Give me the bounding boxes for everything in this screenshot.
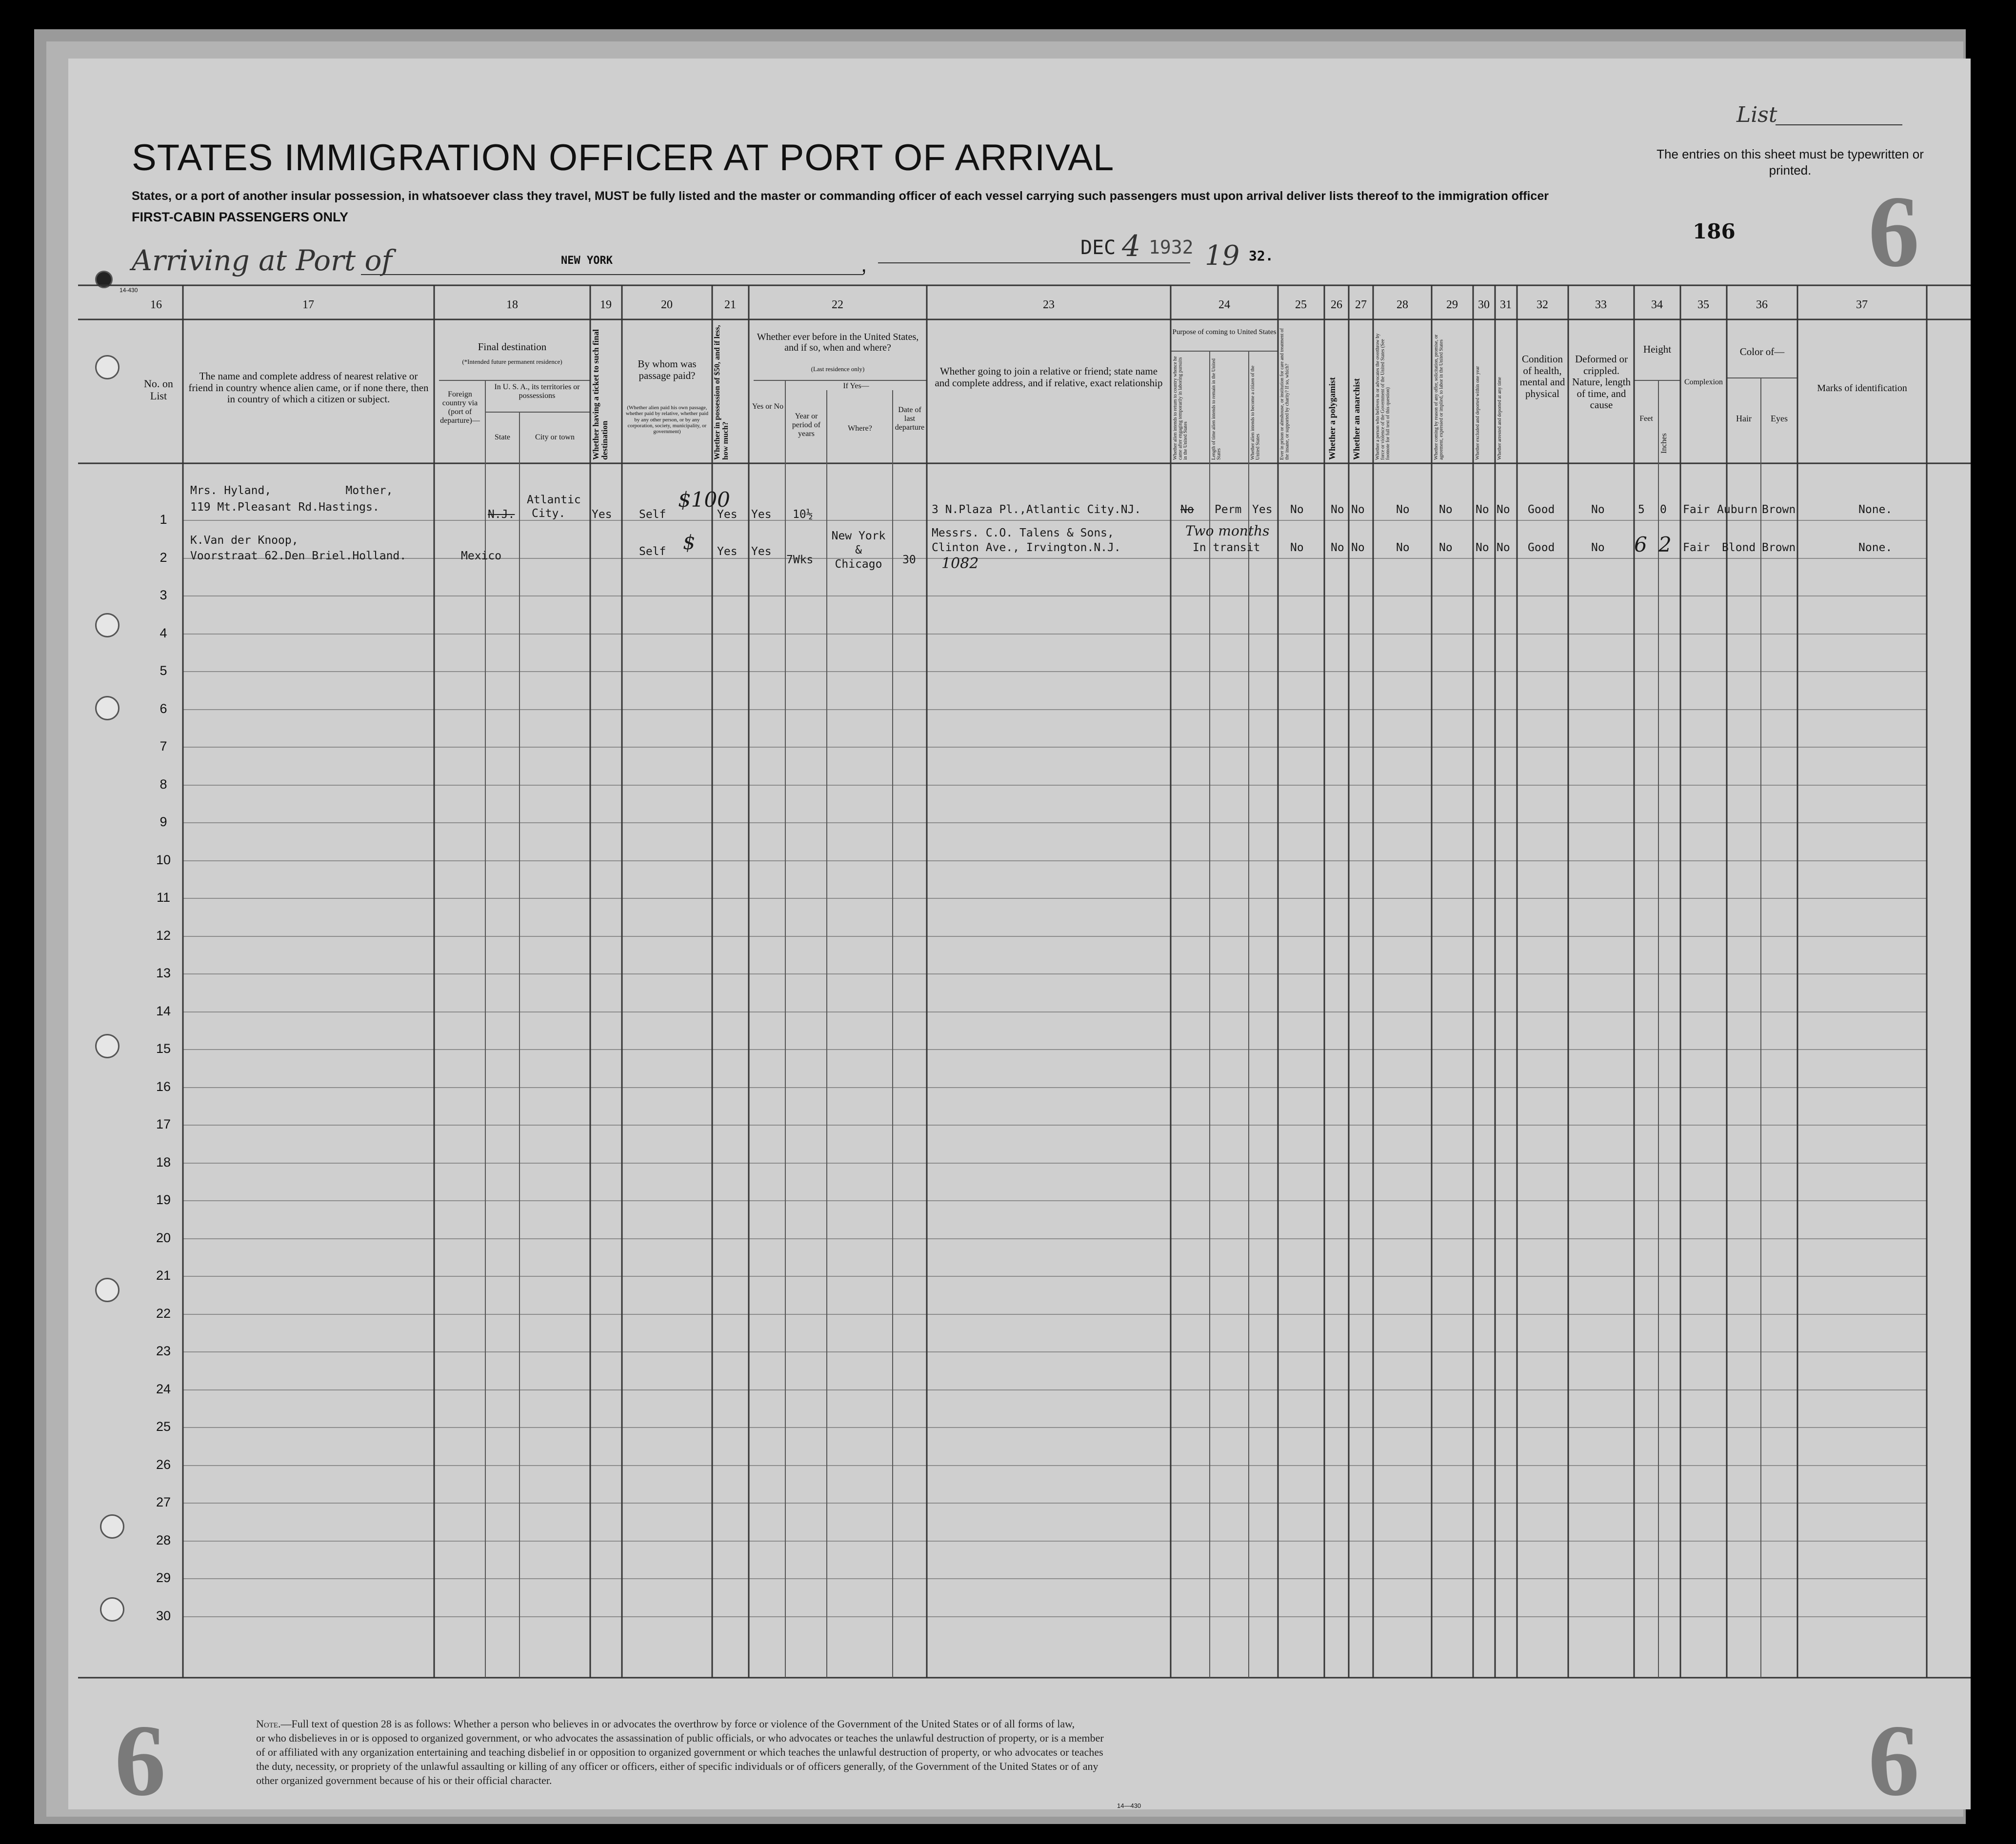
class-line: FIRST-CABIN PASSENGERS ONLY — [132, 210, 349, 224]
header-in-usa: In U. S. A., its territories or possessions — [494, 383, 580, 400]
page-mark-bottom-left: 6 — [115, 1704, 166, 1817]
header-excluded-deported: Whether excluded and deported within one year — [1475, 366, 1480, 460]
row1-purpose-b: Perm — [1215, 503, 1242, 516]
row2-anarchist: No — [1351, 541, 1365, 554]
column-number-16: 16 — [150, 298, 162, 311]
header-polygamist: Whether a polygamist — [1327, 377, 1337, 460]
row1-ticket: Yes — [592, 508, 612, 521]
header-nearest-relative: The name and complete address of nearest relative or friend in country whence alien came, or if none there, then in country of which a citizen or subject. — [188, 370, 429, 405]
header-arrested-deported: Whether arrested and deported at any time — [1497, 377, 1502, 460]
row2-joining-line2: Clinton Ave., Irvington.N.J. — [932, 541, 1121, 554]
footnote-line: other organized government because of his or their official character. — [256, 1774, 552, 1787]
row-number: 1 — [160, 512, 167, 527]
column-number-32: 32 — [1537, 298, 1548, 311]
row1-purpose-c: Yes — [1252, 503, 1273, 516]
header-labor-offer: Whether coming by reason of any offer, solicitation, promise, or agreement, expressed or implied, to labor in the United States — [1434, 334, 1444, 460]
column-number-31: 31 — [1500, 298, 1512, 311]
header-purpose-return: Whether alien intends to return to country whence he came after engaging temporarily in laboring pursuits in the United States — [1173, 356, 1188, 460]
footnote-line: the duty, necessity, or propriety of the unlawful assaulting or killing of any officer or officers, either of specific individuals or of officers generally, of the Government of the United States or of any — [256, 1760, 1098, 1773]
sheet-number: 186 — [1693, 219, 1736, 243]
column-number-34: 34 — [1651, 298, 1663, 311]
row2-relative-line2: Voorstraat 62.Den Briel.Holland. — [190, 550, 407, 562]
row1-city-line1: Atlantic — [527, 494, 581, 506]
page-mark-top-right: 6 — [1868, 175, 1919, 288]
row2-money-handwritten: $ — [683, 532, 696, 554]
row2-before: Yes — [751, 545, 772, 558]
column-number-36: 36 — [1756, 298, 1768, 311]
column-number-25: 25 — [1295, 298, 1307, 311]
row1-years: 10½ — [793, 508, 813, 521]
header-height: Height — [1643, 343, 1672, 355]
header-overthrow: Whether a person who believes in or advocates the overthrow by force or violence of the Government of the United States (See footnote for full text of this question) — [1375, 333, 1391, 460]
row2-paid-by: Self — [639, 545, 666, 558]
row2-foreign: Mexico — [461, 550, 502, 562]
row-number: 14 — [156, 1003, 171, 1018]
header-going-to-join: Whether going to join a relative or friend; state name and complete address, and if relative, exact relationship — [935, 365, 1163, 389]
header-purpose: Purpose of coming to United States — [1172, 328, 1277, 336]
row2-overthrow: No — [1396, 541, 1410, 554]
row2-joining: Messrs. C.O. Talens & Sons, — [932, 527, 1114, 539]
column-number-19: 19 — [600, 298, 612, 311]
entries-instruction: The entries on this sheet must be typewritten or printed. — [1657, 147, 1924, 178]
row-number: 7 — [160, 739, 167, 753]
row2-arrested: No — [1497, 541, 1510, 554]
year-prefix: 19 — [1205, 240, 1240, 272]
footnote-line: of or affiliated with any organization entertaining and teaching disbelief in or opposition to organized government or which teaches the unlawful destruction of property, or who advocates or teaches — [256, 1746, 1103, 1759]
date-stamp-day: 4 — [1122, 229, 1141, 263]
row2-complexion: Fair — [1683, 541, 1710, 554]
row-number: 12 — [156, 928, 171, 943]
row2-years: 7Wks — [786, 554, 814, 566]
footnote-text: —Full text of question 28 is as follows: Whether a person who believes in or advocates the overthrow by force or violence of the Government of the United States or of all forms of law, — [280, 1718, 1075, 1730]
row1-excluded: No — [1476, 503, 1489, 516]
header-ticket: Whether having a ticket to such final destination — [591, 329, 609, 460]
row-number: 16 — [156, 1079, 171, 1094]
header-prison: Ever in prison or almshouse, or institution for care and treatment of the insane, or supported by charity? If so, which? — [1279, 328, 1290, 460]
row-number: 13 — [156, 966, 171, 980]
header-date-last-departure: Date of last departure — [895, 406, 925, 432]
column-number-37: 37 — [1856, 298, 1868, 311]
header-anarchist: Whether an anarchist — [1352, 378, 1361, 460]
row-number: 22 — [156, 1306, 171, 1321]
row-number: 21 — [156, 1268, 171, 1283]
header-complexion: Complexion — [1684, 378, 1723, 386]
row-number: 4 — [160, 625, 167, 640]
header-passage-paid: By whom was passage paid? — [638, 358, 697, 381]
header-purpose-citizen: Whether alien intends to become a citizen of the United States — [1250, 365, 1261, 460]
port-comma: , — [861, 253, 867, 277]
header-condition-health: Condition of health, mental and physical — [1519, 353, 1565, 399]
row-number: 5 — [160, 663, 167, 678]
row-number: 26 — [156, 1457, 171, 1472]
header-ever-before: Whether ever before in the United States, and if so, when and where? — [757, 332, 919, 354]
row-number: 25 — [156, 1419, 171, 1434]
header-inches: Inches — [1660, 433, 1668, 454]
row-number: 15 — [156, 1041, 171, 1056]
header-deformed: Deformed or crippled. Nature, length of time, and cause — [1572, 353, 1631, 411]
column-number-20: 20 — [661, 298, 673, 311]
row1-money-handwritten: $100 — [678, 488, 730, 512]
row1-before: Yes — [751, 508, 772, 521]
footnote — [256, 1717, 1749, 1787]
row1-deformed: No — [1591, 503, 1605, 516]
row1-arrested: No — [1497, 503, 1510, 516]
row1-joining: 3 N.Plaza Pl.,Atlantic City.NJ. — [932, 503, 1141, 516]
column-number-17: 17 — [302, 298, 314, 311]
row1-complexion: Fair — [1683, 503, 1710, 516]
row1-paid-by: Self — [639, 508, 666, 521]
row2-purpose-handwritten: Two months — [1185, 523, 1270, 539]
row1-relative-line2: 119 Mt.Pleasant Rd.Hastings. — [190, 501, 379, 514]
date-stamp-month: DEC — [1080, 237, 1116, 259]
row-number: 17 — [156, 1117, 171, 1131]
row1-purpose-a: No — [1180, 503, 1194, 516]
header-state: State — [495, 433, 510, 441]
row2-inches: 2 — [1658, 533, 1672, 556]
row-number: 27 — [156, 1495, 171, 1509]
header-feet: Feet — [1639, 415, 1653, 423]
row2-feet: 6 — [1634, 533, 1647, 556]
column-number-21: 21 — [724, 298, 736, 311]
header-ever-before-note: (Last residence only) — [811, 365, 865, 373]
row1-state: N.J. — [488, 508, 515, 521]
header-final-destination-note: (*Intended future permanent residence) — [462, 358, 562, 365]
row2-excluded: No — [1476, 541, 1489, 554]
list-label: List — [1737, 102, 1777, 127]
header-city-or-town: City or town — [535, 433, 575, 441]
row2-departure: 30 — [902, 554, 916, 566]
row1-labor: No — [1439, 503, 1453, 516]
row-number: 8 — [160, 776, 167, 792]
row1-relative-line1: Mrs. Hyland, Mother, — [190, 484, 393, 497]
page-mark-bottom-right: 6 — [1868, 1704, 1919, 1817]
header-hair: Hair — [1736, 414, 1752, 423]
date-underline — [878, 262, 1190, 263]
column-number-23: 23 — [1043, 298, 1055, 311]
column-number-18: 18 — [506, 298, 518, 311]
row-number: 29 — [156, 1570, 171, 1585]
header-yes-or-no: Yes or No — [752, 402, 784, 411]
header-possession-50: Whether in possession of $50, and if less, how much? — [713, 325, 730, 460]
row1-polygamist: No — [1331, 503, 1344, 516]
column-number-29: 29 — [1446, 298, 1458, 311]
header-passage-paid-note: (Whether alien paid his own passage, whether paid by relative, whether paid by any other person, or by any corporation, society, municipality, or government) — [625, 405, 709, 435]
row-number: 3 — [160, 588, 167, 602]
form-number-bottom: 14—430 — [1117, 1802, 1141, 1809]
row-number: 9 — [160, 814, 167, 829]
row-number: 30 — [156, 1608, 171, 1623]
column-number-30: 30 — [1478, 298, 1490, 311]
row-number: 19 — [156, 1192, 171, 1207]
row1-overthrow: No — [1396, 503, 1410, 516]
row-number: 11 — [156, 890, 171, 905]
row-number: 6 — [160, 701, 167, 716]
port-value: NEW YORK — [561, 255, 613, 267]
column-number-22: 22 — [832, 298, 843, 311]
row-number: 23 — [156, 1344, 171, 1358]
row-number: 10 — [156, 852, 171, 867]
row-number: 24 — [156, 1381, 171, 1396]
row2-marks: None. — [1858, 541, 1893, 554]
row2-deformed: No — [1591, 541, 1605, 554]
header-year-period: Year or period of years — [792, 412, 821, 438]
row1-hair: Auburn — [1717, 503, 1758, 516]
row-number: 20 — [156, 1230, 171, 1245]
row1-health: Good — [1528, 503, 1555, 516]
row-number: 28 — [156, 1532, 171, 1547]
date-stamp-year: 1932 — [1149, 237, 1194, 258]
header-if-yes: If Yes— — [843, 382, 869, 390]
row2-purpose-a: In transit — [1193, 541, 1260, 554]
footnote-label: Note. — [256, 1718, 281, 1730]
page-title: STATES IMMIGRATION OFFICER AT PORT OF ARRIVAL — [132, 137, 1115, 178]
header-foreign-country: Foreign country via (port of departure)— — [440, 390, 480, 425]
form-number-top: 14-430 — [120, 287, 138, 294]
row2-joining-handwritten: 1082 — [941, 555, 979, 572]
intro-line: States, or a port of another insular possession, in whatsoever class they travel, MUST be fully listed and the master or commanding officer of each vessel carrying such passengers must upon arrival deliver lists thereof to the immigration officer — [132, 189, 1549, 203]
footnote-line: or who disbelieves in or is opposed to organized government, or who advocates the assassination of public officials, or who advocates or teaches the unlawful destruction of property, or is a member — [256, 1732, 1104, 1745]
header-final-destination: Final destination — [478, 341, 547, 353]
header-color-of: Color of— — [1739, 346, 1785, 357]
row-number: 18 — [156, 1154, 171, 1170]
row2-relative-line1: K.Van der Knoop, — [190, 534, 299, 547]
arriving-label: Arriving at Port of — [132, 244, 392, 277]
row1-city-line2: City. — [532, 507, 566, 520]
year-suffix: 32. — [1249, 248, 1274, 264]
row-number: 2 — [160, 550, 167, 565]
header-no-on-list: No. on List — [144, 377, 173, 402]
row2-prison: No — [1290, 541, 1304, 554]
row2-polygamist: No — [1331, 541, 1344, 554]
row2-where: New York & Chicago — [831, 530, 886, 571]
row1-anarchist: No — [1351, 503, 1365, 516]
header-where: Where? — [848, 424, 872, 433]
row1-possession: Yes — [717, 508, 738, 521]
row1-inches: 0 — [1660, 503, 1667, 516]
row2-hair: Blond — [1722, 541, 1756, 554]
column-number-33: 33 — [1595, 298, 1607, 311]
column-number-35: 35 — [1697, 298, 1709, 311]
column-number-27: 27 — [1355, 298, 1367, 311]
port-underline — [361, 274, 863, 275]
row1-eyes: Brown — [1762, 503, 1796, 516]
row2-health: Good — [1528, 541, 1555, 554]
row1-feet: 5 — [1638, 503, 1645, 516]
column-number-28: 28 — [1397, 298, 1408, 311]
header-eyes: Eyes — [1771, 414, 1788, 423]
row2-labor: No — [1439, 541, 1453, 554]
row2-eyes: Brown — [1762, 541, 1796, 554]
row1-marks: None. — [1858, 503, 1893, 516]
header-marks-identification: Marks of identification — [1817, 383, 1907, 394]
column-number-24: 24 — [1218, 298, 1230, 311]
header-purpose-length: Length of time alien intends to remain in the United States — [1211, 358, 1222, 460]
column-number-26: 26 — [1331, 298, 1342, 311]
row1-prison: No — [1290, 503, 1304, 516]
footnote-line — [256, 1717, 1749, 1731]
row2-possession: Yes — [717, 545, 738, 558]
list-number-line — [1776, 124, 1902, 125]
